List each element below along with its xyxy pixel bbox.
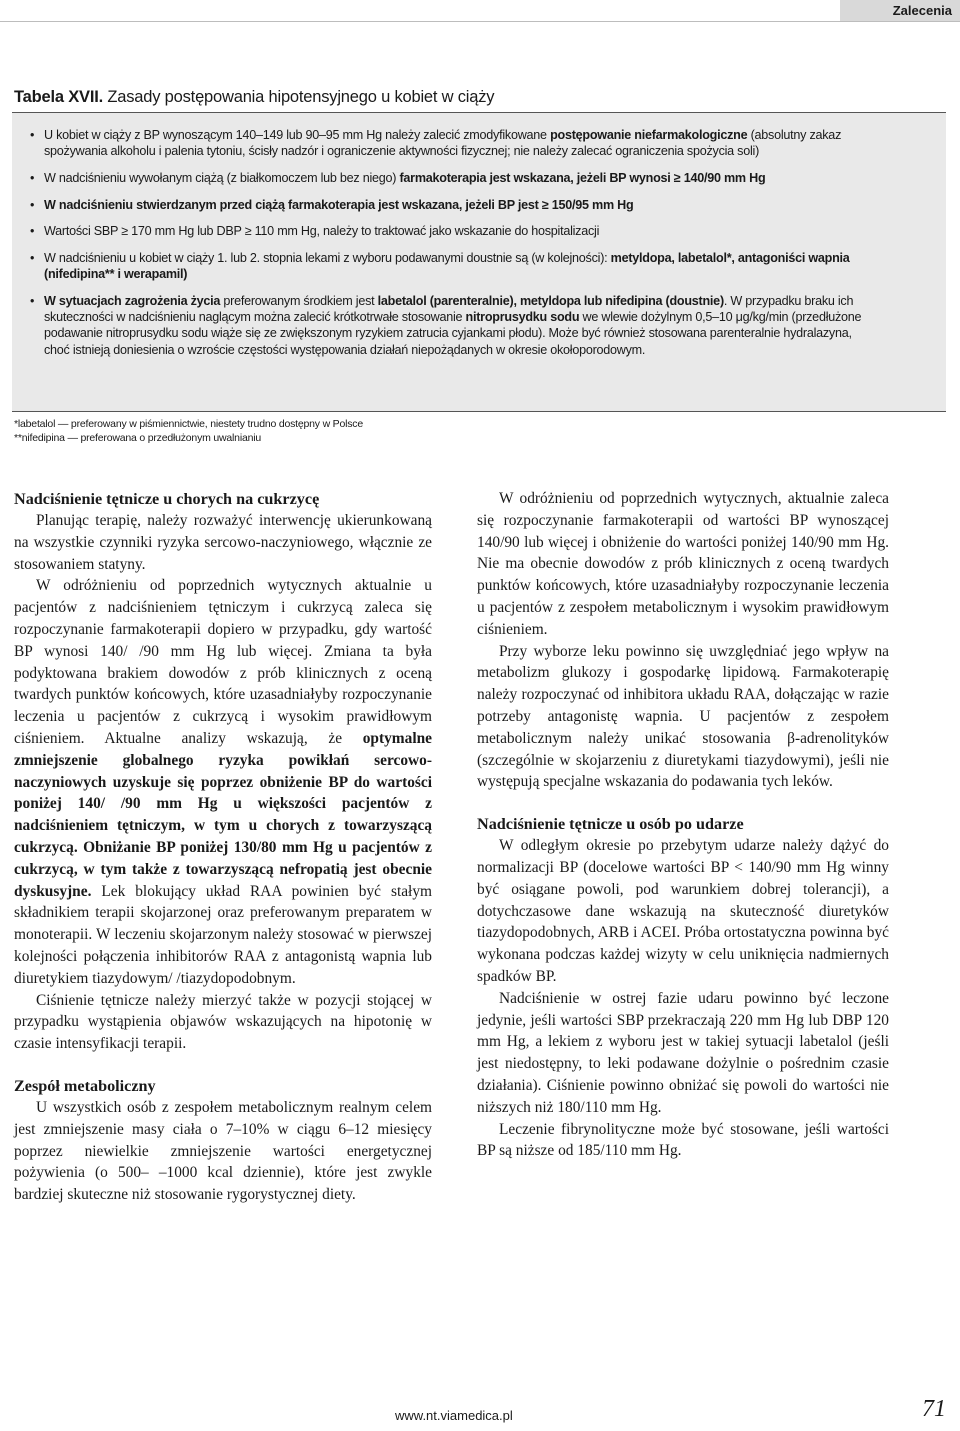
bullet-icon: •: [30, 293, 35, 308]
footnote: *labetalol — preferowany w piśmiennictwie, niestety trudno dostępny w Polsce: [14, 418, 363, 430]
paragraph-text: W odróżnieniu od poprzednich wytycznych aktualnie u pacjentów z nadciśnieniem tętniczym i cukrzycą zaleca się rozpoczynanie farmakoterapii dopiero w przypadku, gdy wartość BP wynosi 140/ /90 mm Hg lub więcej. Zmiana ta była podyktowana brakiem dowodów z prób klinicznych z oceną twardych punktów końcowych, które uzasadniałyby rozpoczynanie leczenia u pacjentów z cukrzycą i wysokim prawidłowym ciśnieniem. Aktualne analizy wskazują, że: [14, 577, 432, 747]
right-column: [477, 488, 889, 1162]
table-bullet-item: [30, 127, 878, 159]
paragraph: [14, 575, 432, 989]
table-bullet-item: [30, 250, 878, 282]
paragraph: Ciśnienie tętnicze należy mierzyć także w pozycji stojącej w przypadku wystąpienia objawów wskazujących na hipotonię w czasie intensyfikacji terapii.: [14, 991, 432, 1053]
bullet-text: (absolutny zakaz spożywania alkoholu i palenia tytoniu, ścisły nadzór i ograniczenie aktywności fizycznej; nie należy zalecać ograniczenia spożycia soli): [44, 128, 842, 159]
bullet-icon: •: [30, 128, 35, 142]
paragraph: Leczenie fibrynolityczne może być stosowane, jeśli wartości BP są niższe od 185/110 mm Hg.: [477, 1120, 889, 1160]
table-bullet-item: [30, 170, 878, 186]
bullet-emphasis: W sytuacjach zagrożenia życia: [44, 293, 221, 308]
bullet-emphasis: nitroprusydku sodu: [465, 310, 580, 325]
table-footnotes: [14, 418, 363, 445]
paragraph-text: Lek blokujący układ RAA powinien być stałym składnikiem terapii skojarzonej oraz preferowanym preparatem w monoterapii. W leczeniu skojarzonym należy stosować w pierwszej kolejności połączenia inhibitorów RAA z antagonistą wapnia lub diuretykiem tiazydowym/ /tiazydopodobnym.: [14, 882, 432, 987]
bullet-text: W nadciśnieniu u kobiet w ciąży 1. lub 2. stopnia lekami z wyboru podawanymi doustnie są (w kolejności):: [44, 251, 611, 266]
bullet-emphasis: W nadciśnieniu stwierdzanym przed ciążą farmakoterapia jest wskazana, jeżeli BP jest ≥ 150/95 mm Hg: [44, 197, 634, 212]
table-caption: Zasady postępowania hipotensyjnego u kobiet w ciąży: [107, 88, 495, 106]
section-heading-metabolic: Zespół metaboliczny: [14, 1076, 156, 1095]
section-tag: [840, 0, 960, 22]
footnote: **nifedipina — preferowana o przedłużonym uwalnianiu: [14, 431, 262, 444]
page-number: 71: [922, 1396, 946, 1422]
bullet-icon: •: [30, 224, 35, 239]
table-bullet-item: [30, 223, 878, 239]
section-heading-diabetes: Nadciśnienie tętnicze u chorych na cukrzycę: [14, 490, 320, 508]
table-bullet-item: [30, 197, 878, 213]
bullet-emphasis: labetalol (parenteralnie), metyldopa lub nifedipina (doustnie): [377, 293, 724, 308]
recommendation-list: [30, 127, 878, 368]
paragraph: Przy wyborze leku powinno się uwzględniać jego wpływ na metabolizm glukozy i gospodarkę lipidową. Farmakoterapię należy rozpoczynać od inhibitora układu RAA, dołączając w razie potrzeby antagonistę wapnia. U pacjentów z zespołem metabolicznym należy unikać stosowania β-adrenolityków (szczególnie w skojarzeniu z diuretykami tiazydowymi), jeśli nie występują specjalne wskazania do podawania tych leków.: [477, 642, 889, 791]
paragraph: U wszystkich osób z zespołem metabolicznym realnym celem jest zmniejszenie masy ciała o 7–10% w ciągu 6–12 miesięcy poprzez niewielkie zmniejszenie wartości energetycznej pożywienia (o 500– –1000 kcal dziennie), które jest zwykle bardziej skuteczne niż stosowanie rygorystycznej diety.: [14, 1098, 432, 1204]
left-column: [14, 488, 432, 1206]
bullet-text: . W przypadku braku ich skuteczności w nadciśnieniu naglącym można zalecić krótkotrwałe stosowanie: [44, 293, 854, 325]
table-title: [14, 86, 944, 108]
table-box: [12, 112, 946, 412]
bullet-emphasis: metyldopa, labetalol*, antagoniści wapnia (nifedipina** i werapamil): [44, 251, 850, 282]
table-bullet-item: [30, 293, 878, 358]
paragraph-emphasis: optymalne zmniejszenie globalnego ryzyka powikłań sercowo-naczyniowych uzyskuje się poprzez obniżenie BP do wartości poniżej 140/ /90 mm Hg u większości pacjentów z nadciśnieniem tętniczym, w tym u chorych z towarzyszącą cukrzycą. Obniżanie BP poniżej 130/80 mm Hg u pacjentów z cukrzycą, w tym także z towarzyszącą nefropatią jest obecnie dyskusyjne.: [14, 729, 432, 900]
table-label: Tabela XVII.: [14, 88, 103, 106]
bullet-icon: •: [30, 197, 35, 212]
bullet-emphasis: postępowanie niefarmakologiczne: [550, 128, 748, 142]
header-rule: [0, 21, 960, 22]
paragraph: Nadciśnienie w ostrej fazie udaru powinno być leczone jedynie, jeśli wartości SBP przekraczają 220 mm Hg lub DBP 120 mm Hg, a lekiem z wyboru jest w takiej sytuacji labetalol (jeśli jest niedostępny, to leki podawane dożylnie o pośrednim czasie działania). Ciśnienie powinno obniżać się powoli do wartości nie niższych niż 180/110 mm Hg.: [477, 989, 889, 1116]
paragraph: W odległym okresie po przebytym udarze należy dążyć do normalizacji BP (docelowe wartości BP < 140/90 mm Hg winny być osiągane powoli, pod warunkiem dobrej tolerancji), a dotychczasowe dane wskazują na skuteczność diuretyków tiazydopodobnych, ARB i ACEI. Próba ortostatyczna powinna być wykonana podczas każdej wizyty w celu uniknięcia nadmiernych spadków BP.: [477, 837, 889, 985]
bullet-text: we wlewie dożylnym 0,5–10 μg/kg/min (przedłużone podawanie nitroprusydku sodu wiąże się ze zwiększonym ryzykiem zatrucia cyjankami płodu). Może być również stosowana parenteralnie hydralazyna, choć istnieją doniesienia o wzroście częstości występowania działań niepożądanych w okresie okołoporodowym.: [44, 310, 862, 357]
section-label: Zalecenia: [892, 3, 952, 18]
bullet-text: U kobiet w ciąży z BP wynoszącym 140–149 lub 90–95 mm Hg należy zalecić zmodyfikowane: [44, 128, 551, 142]
bullet-text: Wartości SBP ≥ 170 mm Hg lub DBP ≥ 110 mm Hg, należy to traktować jako wskazanie do hospitalizacji: [44, 224, 600, 239]
bullet-text: preferowanym środkiem jest: [220, 293, 378, 308]
bullet-emphasis: farmakoterapia jest wskazana, jeżeli BP wynosi ≥ 140/90 mm Hg: [399, 170, 766, 185]
bullet-text: W nadciśnieniu wywołanym ciążą (z białkomoczem lub bez niego): [44, 170, 400, 185]
paragraph: W odróżnieniu od poprzednich wytycznych, aktualnie zaleca się rozpoczynanie farmakoterapii od wartości BP wynoszącej 140/90 lub więcej i obniżenie do wartości poniżej 140/90 mm Hg. Nie ma obecnie dowodów z prób klinicznych z oceną twardych punktów końcowych, które uzasadniałyby rozpoczynanie leczenia u pacjentów z zespołem metabolicznym i wysokim prawidłowym ciśnieniem.: [477, 490, 889, 638]
bullet-icon: •: [30, 251, 35, 266]
footer-url: www.nt.viamedica.pl: [395, 1408, 513, 1423]
section-heading-stroke: Nadciśnienie tętnicze u osób po udarze: [477, 815, 744, 834]
paragraph: Planując terapię, należy rozważyć interwencję ukierunkowaną na wszystkie czynniki ryzyka sercowo-naczyniowego, włącznie ze stosowaniem statyny.: [14, 512, 432, 573]
bullet-icon: •: [30, 170, 35, 185]
